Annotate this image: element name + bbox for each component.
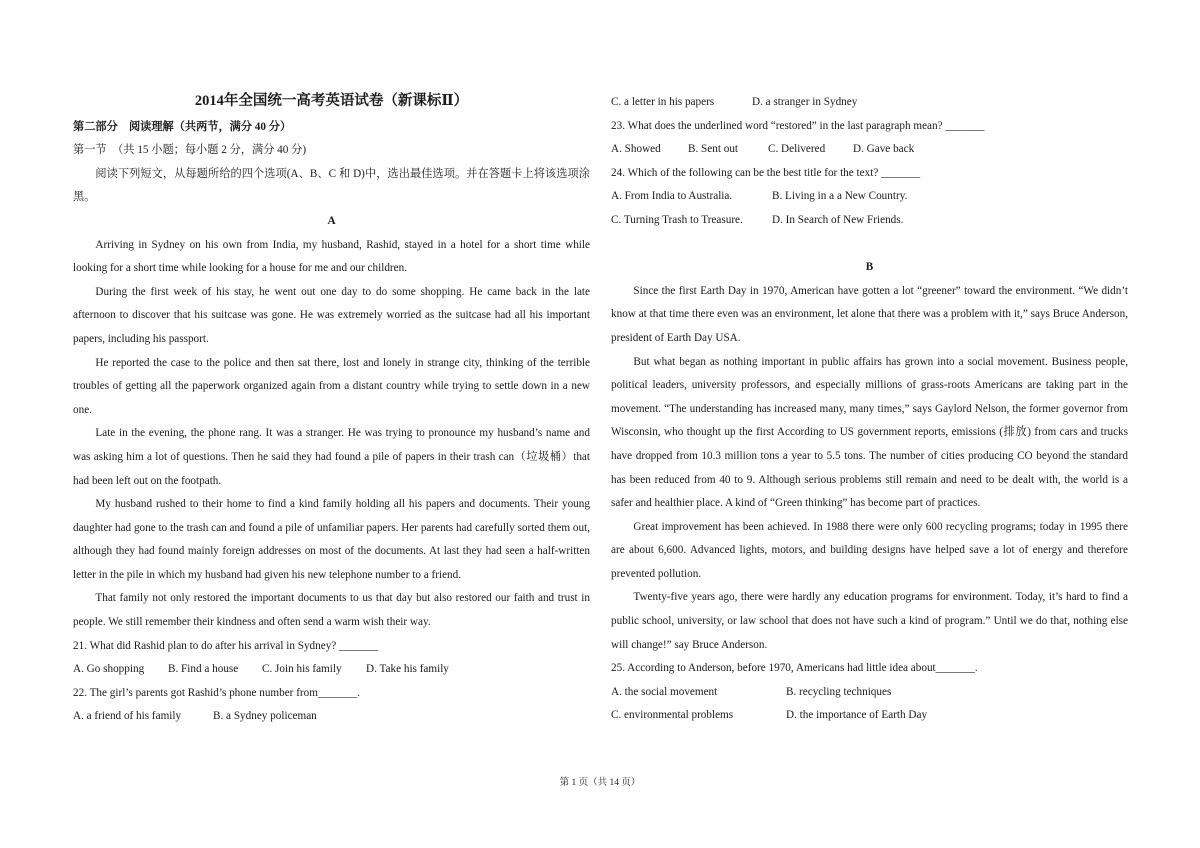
question-22-options-1 [73,705,590,729]
passage-a-paragraph: During the first week of his stay, he went out one day to do some shopping. He came back in the late afternoon to discover that his suitcase was gone. He was extremely worried as the suitcase had all his important papers, including his passport. [73,285,590,345]
q25-option-d[interactable]: D. the importance of Earth Day [786,709,928,722]
exam-title: 2014年全国统一高考英语试卷（新课标Ⅱ） [194,93,469,109]
q21-option-c[interactable]: C. Join his family [262,663,342,676]
q24-option-c[interactable]: C. Turning Trash to Treasure. [611,213,743,226]
q22-option-b[interactable]: B. a Sydney policeman [213,710,317,723]
question-25-options-1 [611,681,1128,705]
question-21-stem: 21. What did Rashid plan to do after his arrival in Sydney? _______ [73,639,379,652]
right-column [611,91,1128,728]
q23-option-d[interactable]: D. Gave back [853,143,915,156]
q24-option-a[interactable]: A. From India to Australia. [611,190,733,203]
passage-b-label: B [865,261,874,274]
q24-option-b[interactable]: B. Living in a a New Country. [772,190,908,203]
passage-a-label: A [327,214,336,227]
question-25-options-2 [611,704,1128,728]
question-24-options-1 [611,185,1128,209]
question-24-options-2 [611,209,1128,233]
q23-option-a[interactable]: A. Showed [611,143,661,156]
question-21-options [73,658,590,682]
q21-option-d[interactable]: D. Take his family [366,663,449,676]
q22-option-c[interactable]: C. a letter in his papers [611,96,715,108]
passage-a-paragraph: Late in the evening, the phone rang. It was a stranger. He was trying to pronounce my husband’s name and was asking him a lot of questions. Then he said they had found a pile of papers in their trash can（垃圾桶）that had been left out on the footpath. [73,427,590,487]
part-heading: 第二部分 阅读理解（共两节，满分 40 分） [73,120,292,133]
q21-option-a[interactable]: A. Go shopping [73,663,145,676]
q23-option-b[interactable]: B. Sent out [688,143,739,156]
q21-option-b[interactable]: B. Find a house [168,663,239,676]
q22-option-a[interactable]: A. a friend of his family [73,710,182,723]
section-heading: 第一节 （共 15 小题；每小题 2 分，满分 40 分) [73,144,307,157]
passage-a-paragraph: Arriving in Sydney on his own from India, my husband, Rashid, stayed in a hotel for a short time while looking for a short time while looking for a house for me and our children. [73,238,590,275]
q25-option-b[interactable]: B. recycling techniques [786,685,892,698]
spacer [611,233,1128,257]
passage-b-paragraph: But what began as nothing important in public affairs has grown into a social movement. Business people, political leaders, university professors, and especially millions of grass-roots Americans are taking part in the movement. “The understanding has increased many, many times,” says Gaylord Nelson, the former governor from Wisconsin, who thought up the first According to US government reports, emissions (排放) from cars and trucks have dropped from 10.3 million tons a year to 5.5 tons. The number of cities producing CO beyond the standard has been reduced from 40 to 9. Although serious problems still remain and need to be dealt with, the world is a safer and healthier place. A kind of “Green thinking” has become part of practices. [611,355,1128,510]
question-23-stem: 23. What does the underlined word “restored” in the last paragraph mean? _______ [611,119,985,132]
page-number: 第 1 页（共 14 页） [559,778,641,788]
passage-b-paragraph: Twenty-five years ago, there were hardly any education programs for environment. Today, it’s hard to find a public school, university, or law school that does not have such a kind of program.” Until we do that, nothing else will change!” say Bruce Anderson. [611,591,1128,651]
question-22-stem: 22. The girl’s parents got Rashid’s phone number from_______. [73,686,360,699]
passage-b-paragraph: Since the first Earth Day in 1970, American have gotten a lot “greener” toward the environment. “We didn’t know at that time there even was an environment, let alone that there was a problem with it,” says Bruce Anderson, president of Earth Day USA. [611,284,1128,344]
passage-a-paragraph: That family not only restored the important documents to us that day but also restored our faith and trust in people. We still remember their kindness and often send a warm wish their way. [73,592,590,629]
question-25-stem: 25. According to Anderson, before 1970, Americans had little idea about_______. [611,662,978,675]
q25-option-c[interactable]: C. environmental problems [611,709,734,722]
q22-option-d[interactable]: D. a stranger in Sydney [752,96,858,108]
q25-option-a[interactable]: A. the social movement [611,685,718,698]
passage-a-paragraph: He reported the case to the police and then sat there, lost and lonely in strange city, thinking of the terrible troubles of getting all the paperwork organized again from a distant country while trying to settle down in a new one. [73,356,590,416]
passage-a-paragraph: My husband rushed to their home to find a kind family holding all his papers and documents. Their young daughter had gone to the trash can and found a pile of unfamiliar papers. Her parents had carefully sorted them out, although they had found mainly foreign addresses on most of the documents. At last they had seen a half-written letter in the pile in which my husband had given his new telephone number to a friend. [73,498,590,581]
passage-b-paragraph: Great improvement has been achieved. In 1988 there were only 600 recycling programs; today in 1995 there are about 6,600. Advanced lights, motors, and building designs have helped save a lot of energy and therefore prevented pollution. [611,520,1128,580]
question-22-options-2 [611,91,1128,115]
q24-option-d[interactable]: D. In Search of New Friends. [772,213,904,226]
question-24-stem: 24. Which of the following can be the best title for the text? _______ [611,166,921,179]
question-23-options [611,138,1128,162]
left-column [73,90,590,729]
q23-option-c[interactable]: C. Delivered [768,143,826,156]
instruction-text: 阅读下列短文，从每题所给的四个选项(A、B、C 和 D)中，选出最佳选项。并在答题卡上将该选项涂黑。 [73,167,590,204]
